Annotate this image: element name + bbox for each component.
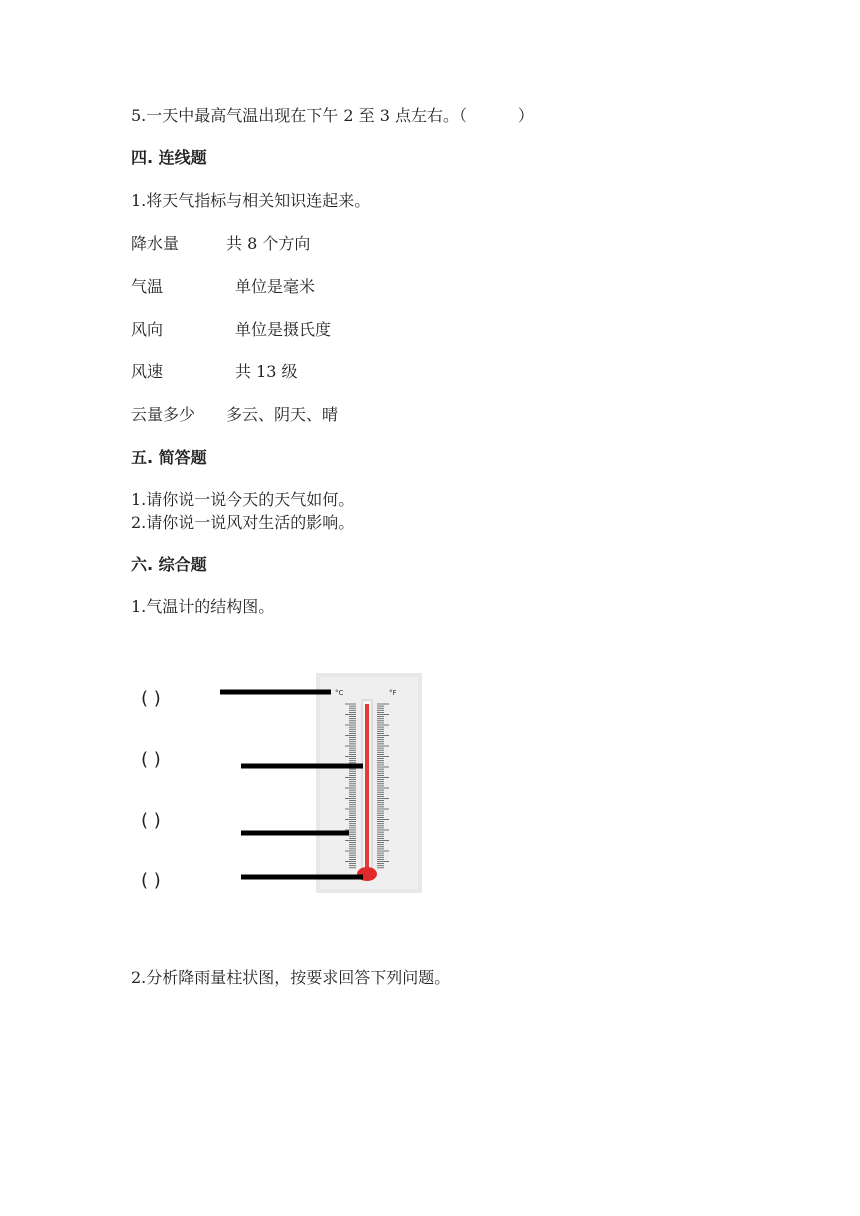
matching-left-item: 风速 [131,362,164,381]
matching-right-item: 共 13 级 [235,362,298,381]
matching-left-item: 风向 [131,320,164,339]
section-6-title: 六. 综合题 [131,555,207,574]
matching-right-item: 共 8 个方向 [226,234,311,253]
matching-left-item: 降水量 [131,234,180,253]
matching-right-item: 单位是毫米 [235,277,316,296]
question-5-true-false: 5.一天中最高气温出现在下午 2 至 3 点左右。（ ） [131,106,534,125]
fahrenheit-unit-label: °F [389,689,397,697]
answer-blank: ( ) [141,688,161,709]
answer-blank: ( ) [141,749,161,770]
celsius-unit-label: °C [335,689,344,697]
section-5-title: 五. 简答题 [131,448,207,467]
short-answer-question: 1.请你说一说今天的天气如何。 [131,490,355,509]
answer-blank: ( ) [141,870,161,891]
section-4-title: 四. 连线题 [131,148,207,167]
matching-question: 1.将天气指标与相关知识连起来。 [131,191,371,210]
matching-left-item: 云量多少 [131,405,196,424]
matching-right-item: 多云、阴天、晴 [226,405,339,424]
matching-right-item: 单位是摄氏度 [235,320,332,339]
answer-blank: ( ) [141,810,161,831]
thermometer-question: 1.气温计的结构图。 [131,597,275,616]
rainfall-chart-question: 2.分析降雨量柱状图，按要求回答下列问题。 [131,968,451,987]
short-answer-question: 2.请你说一说风对生活的影响。 [131,513,355,532]
matching-left-item: 气温 [131,277,164,296]
liquid-column [365,704,369,872]
